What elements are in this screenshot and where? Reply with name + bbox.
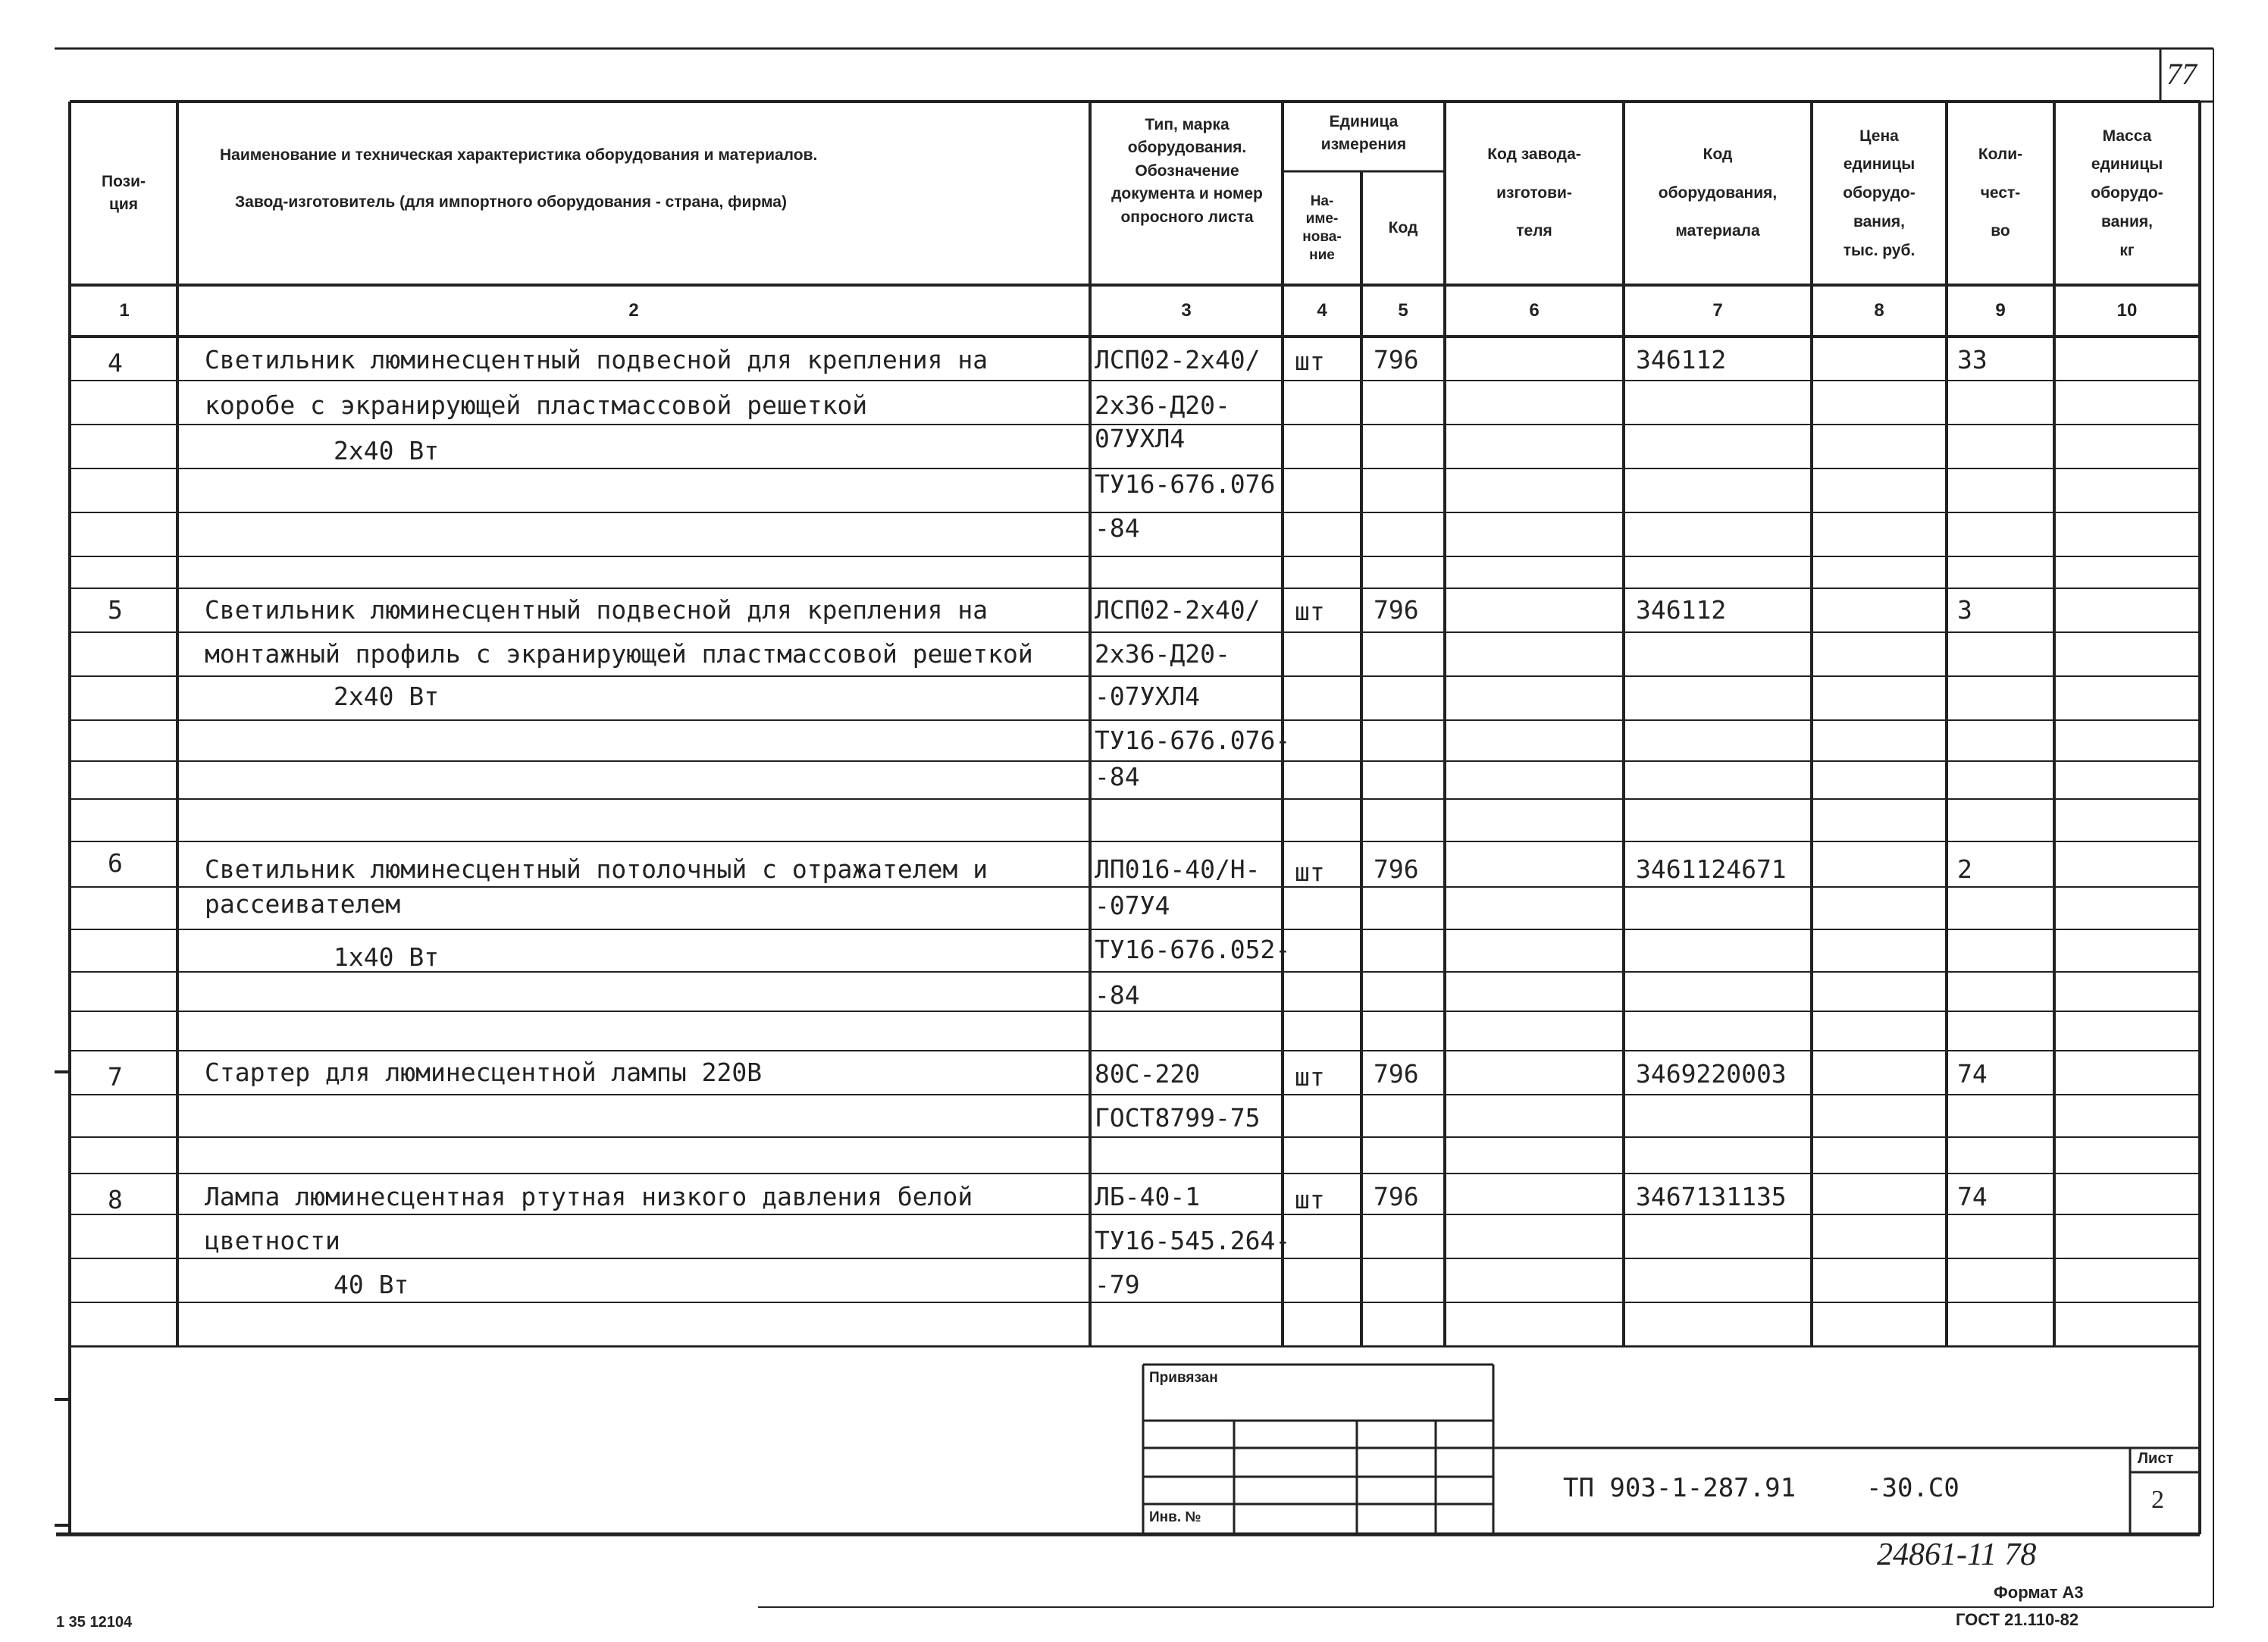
item-equipment-code: 346112 (1636, 595, 1727, 625)
item-type-line: ТУ16-676.076- (1095, 725, 1291, 755)
stamp-doc-code: ТП 903-1-287.91 (1563, 1473, 1797, 1503)
item-type-line: 07УХЛ4 (1095, 424, 1186, 453)
item-type-line: -07УХЛ4 (1095, 682, 1201, 711)
header-factory-code: Код завода- изготови- теля (1487, 146, 1581, 240)
stamp-sheet-number: 2 (2151, 1486, 2164, 1514)
item-type-line: 80С-220 (1095, 1059, 1201, 1089)
header-type: Тип, марка оборудования. Обозначение документа и номер опросного листа (1111, 116, 1263, 226)
item-type-line: -07У4 (1095, 891, 1170, 920)
item-name-line: коробе с экранирующей пластмассовой решеткой (205, 390, 868, 420)
item-type-line: ТУ16-676.052- (1095, 935, 1291, 964)
item-position: 6 (108, 848, 123, 878)
column-number: 3 (1181, 300, 1192, 321)
item-type-line: ЛБ-40-1 (1095, 1182, 1201, 1211)
item-quantity: 74 (1957, 1059, 1988, 1089)
header-unit-code: Код (1388, 218, 1418, 237)
column-number: 9 (1995, 300, 2006, 321)
item-type-line: ТУ16-676.076 (1095, 469, 1276, 499)
stamp-doc-suffix: -30.С0 (1866, 1473, 1959, 1503)
header-unit-group: Единица измерения (1320, 113, 1407, 154)
item-type-line: ЛСП02-2х40/ (1095, 595, 1261, 625)
item-type-line: ЛСП02-2х40/ (1095, 345, 1261, 374)
header-equipment-code: Код оборудования, материала (1658, 146, 1778, 240)
item-type-line: ГОСТ8799-75 (1095, 1103, 1261, 1133)
item-position: 7 (108, 1062, 123, 1092)
item-name-line: монтажный профиль с экранирующей пластмассовой решеткой (205, 639, 1033, 669)
item-unit-code: 796 (1374, 854, 1419, 884)
item-type-line: ЛП016-40/Н- (1095, 854, 1261, 884)
item-power: 2х40 Вт (334, 436, 440, 465)
column-number: 6 (1529, 300, 1540, 321)
item-name-line: цветности (205, 1226, 340, 1255)
item-name-line: Стартер для люминесцентной лампы 220В (205, 1058, 763, 1087)
header-price: Цена единицы оборудо- вания, тыс. руб. (1843, 127, 1916, 259)
handwritten-archive-number: 24861-11 78 (1877, 1537, 2037, 1572)
item-name-line: Светильник люминесцентный подвесной для крепления на (205, 595, 988, 625)
stamp-inv-no-label: Инв. № (1149, 1509, 1201, 1525)
item-unit-code: 796 (1374, 595, 1419, 625)
item-type-line: 2х36-Д20- (1095, 390, 1230, 420)
item-unit: шт (1295, 1062, 1325, 1092)
item-type-line: -84 (1095, 980, 1140, 1010)
item-unit: шт (1295, 346, 1325, 376)
column-number: 8 (1874, 300, 1884, 321)
item-equipment-code: 3461124671 (1636, 854, 1787, 884)
column-number: 7 (1712, 300, 1723, 321)
column-number: 10 (2116, 300, 2138, 321)
format-label: Формат А3 (1994, 1583, 2084, 1602)
item-power: 2х40 Вт (334, 682, 440, 711)
item-unit: шт (1295, 857, 1325, 887)
item-unit-code: 796 (1374, 1182, 1419, 1211)
column-number: 1 (119, 300, 130, 321)
column-number: 5 (1398, 300, 1408, 321)
stamp-privyazan-label: Привязан (1149, 1370, 1218, 1386)
item-name-line: Светильник люминесцентный подвесной для крепления на (205, 345, 988, 374)
header-quantity: Коли- чест- во (1978, 146, 2023, 240)
header-mass: Масса единицы оборудо- вания, кг (2091, 127, 2163, 259)
item-type-line: 2х36-Д20- (1095, 639, 1230, 669)
header-position: Пози- ция (102, 172, 146, 213)
item-quantity: 33 (1957, 345, 1988, 374)
item-name-line: рассеивателем (205, 889, 401, 919)
column-number: 4 (1317, 300, 1327, 321)
gost-label: ГОСТ 21.110-82 (1956, 1610, 2079, 1629)
column-number: 2 (628, 300, 639, 321)
item-equipment-code: 3467131135 (1636, 1182, 1787, 1211)
header-name-line2: Завод-изготовитель (для импортного оборудования - страна, фирма) (235, 193, 787, 211)
item-quantity: 3 (1957, 595, 1972, 625)
stamp-sheet-label: Лист (2138, 1450, 2174, 1467)
item-power: 1х40 Вт (334, 942, 440, 972)
item-quantity: 2 (1957, 854, 1972, 884)
item-unit-code: 796 (1374, 345, 1419, 374)
item-equipment-code: 346112 (1636, 345, 1727, 374)
item-unit: шт (1295, 1185, 1325, 1214)
item-name-line: Светильник люминесцентный потолочный с отражателем и (205, 854, 988, 884)
item-unit-code: 796 (1374, 1059, 1419, 1089)
left-code-label: 1 35 12104 (56, 1614, 133, 1631)
item-unit: шт (1295, 597, 1325, 626)
item-type-line: -79 (1095, 1270, 1140, 1299)
header-unit-name: На- име- нова- ние (1302, 193, 1342, 263)
item-type-line: -84 (1095, 513, 1140, 543)
item-power: 40 Вт (334, 1270, 409, 1299)
item-position: 4 (108, 348, 123, 378)
corner-sheet-number: 77 (2166, 57, 2197, 91)
item-type-line: -84 (1095, 762, 1140, 791)
item-quantity: 74 (1957, 1182, 1988, 1211)
item-position: 5 (108, 595, 123, 625)
item-position: 8 (108, 1185, 123, 1214)
item-equipment-code: 3469220003 (1636, 1059, 1787, 1089)
item-name-line: Лампа люминесцентная ртутная низкого давления белой (205, 1182, 973, 1211)
header-name-line1: Наименование и техническая характеристика оборудования и материалов. (220, 146, 818, 164)
item-type-line: ТУ16-545.264- (1095, 1226, 1291, 1255)
